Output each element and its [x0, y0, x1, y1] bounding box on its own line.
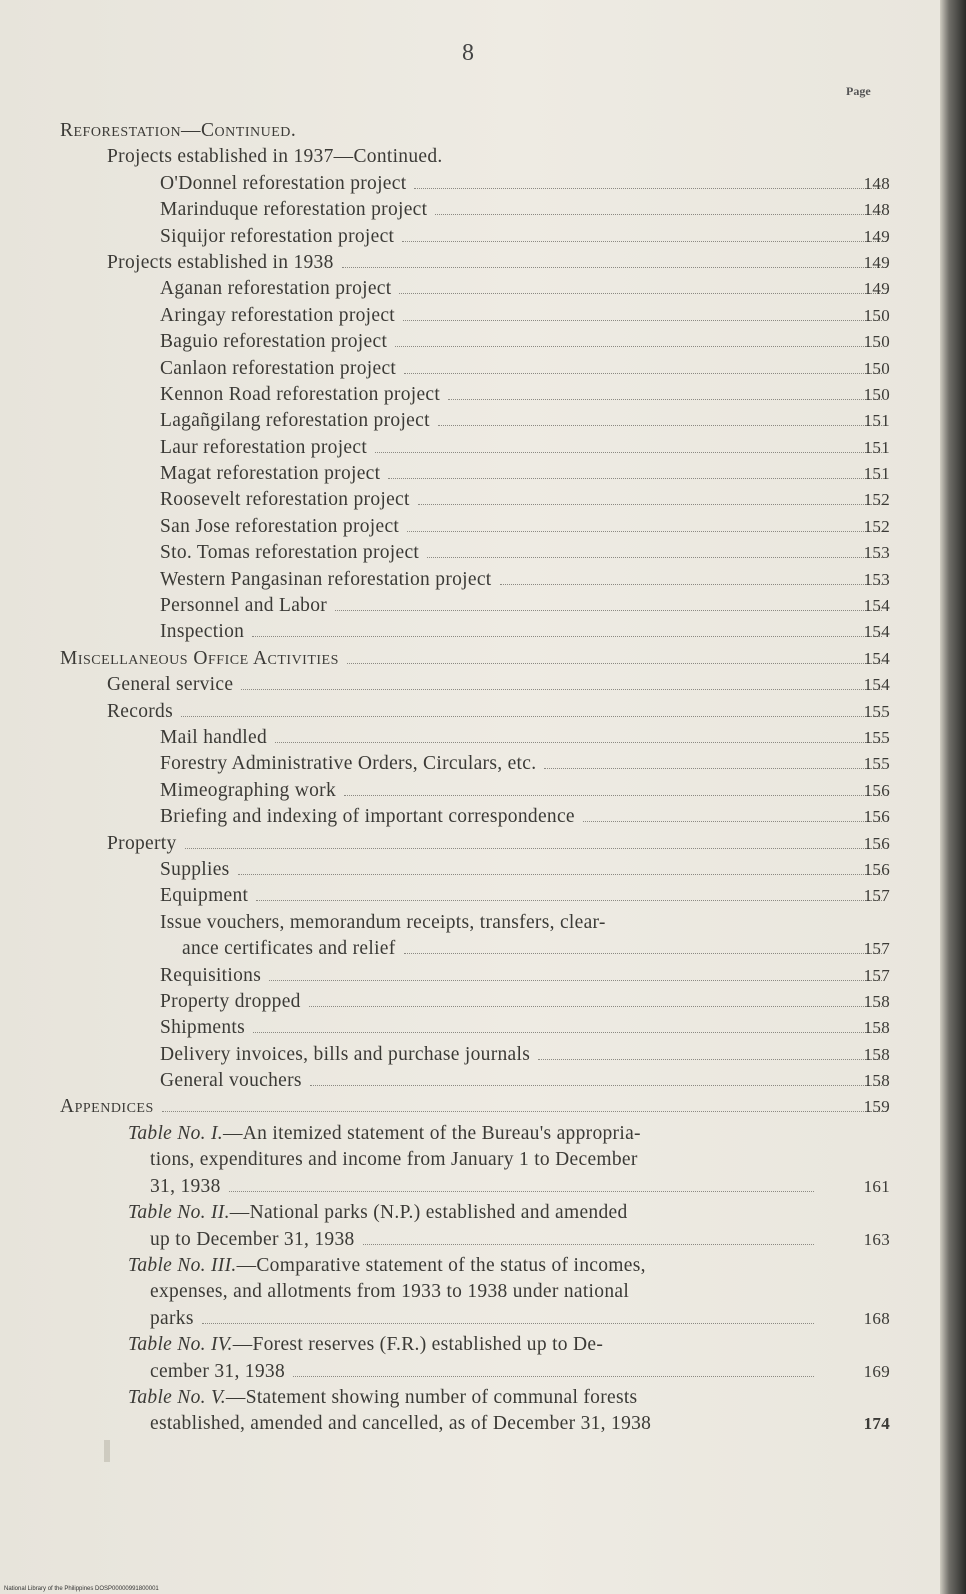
dot-leader — [407, 531, 882, 532]
toc-page-number: 154 — [863, 622, 890, 642]
toc-entry-label: Marinduque reforestation project — [160, 199, 428, 221]
toc-entry-label: Aganan reforestation project — [160, 278, 392, 300]
toc-entry — [60, 778, 890, 804]
toc-entry-line — [160, 171, 890, 197]
toc-entry-label: Miscellaneous Office Activities — [60, 647, 339, 669]
appendix-table-last-line — [150, 1359, 822, 1385]
appendix-table-last-text: up to December 31, 1938 — [150, 1228, 355, 1250]
toc-page-number: 156 — [863, 859, 890, 879]
dot-leader — [448, 399, 882, 400]
toc-entry — [60, 435, 890, 461]
toc-entry — [60, 725, 890, 751]
dot-leader — [256, 900, 882, 901]
dot-leader — [363, 1244, 814, 1245]
toc-entry-line — [107, 699, 890, 725]
toc-entry-label: Personnel and Labor — [160, 595, 328, 617]
appendix-table-continuation — [128, 1359, 822, 1385]
toc-entry — [60, 963, 890, 989]
toc-page-number: 151 — [863, 464, 890, 484]
toc-page-number: 148 — [863, 200, 890, 220]
toc-entry-line — [60, 646, 890, 672]
page-mark — [104, 1440, 110, 1462]
toc-entry-label: Reforestation—Continued. — [60, 120, 297, 141]
toc-entry-line — [160, 883, 890, 909]
toc-entry-line — [160, 408, 890, 434]
toc-entry-label: Laur reforestation project — [160, 436, 368, 458]
toc-entry-line — [160, 804, 890, 830]
appendix-table-number: Table No. IV. — [128, 1334, 233, 1356]
toc-entry-line — [160, 224, 890, 250]
toc-entry-line — [160, 778, 890, 804]
dot-leader — [344, 795, 882, 796]
toc-entry-label: Supplies — [160, 858, 230, 880]
dot-leader — [293, 1376, 814, 1377]
dot-leader — [404, 953, 882, 954]
appendix-table-description: —An itemized statement of the Bureau's appropria- — [222, 1122, 641, 1144]
toc-entry-line — [160, 540, 890, 566]
toc-page-number: 157 — [863, 939, 890, 959]
appendix-table-entry — [60, 1121, 890, 1200]
toc-entry-label: Roosevelt reforestation project — [160, 489, 410, 511]
toc-page-number: 155 — [863, 727, 890, 747]
dot-leader — [342, 267, 882, 268]
appendix-table-last-line — [150, 1227, 822, 1253]
toc-entry — [60, 118, 890, 144]
toc-entry-label: O'Donnel reforestation project — [160, 172, 407, 194]
toc-page-number: 159 — [863, 1097, 890, 1117]
dot-leader — [435, 214, 882, 215]
toc-entry-label: Requisitions — [160, 964, 262, 986]
toc-entry-label: Appendices — [60, 1096, 154, 1118]
toc-entry-label: San Jose reforestation project — [160, 515, 400, 537]
appendix-table-last-line — [150, 1306, 822, 1332]
toc-page-number: 155 — [863, 754, 890, 774]
dot-leader — [310, 1085, 882, 1086]
toc-entry-line — [160, 487, 890, 513]
toc-entry-line — [160, 567, 890, 593]
toc-entry-line — [160, 303, 890, 329]
toc-entry-label: Shipments — [160, 1017, 246, 1039]
toc-entry — [60, 197, 890, 223]
appendix-table-continuation — [128, 1279, 822, 1332]
toc-page-number: 158 — [863, 1018, 890, 1038]
toc-entry — [60, 408, 890, 434]
toc-page-number: 149 — [863, 279, 890, 299]
toc-page-number: 161 — [863, 1176, 890, 1196]
toc-entry-label-line1: Issue vouchers, memorandum receipts, transfers, clear- — [160, 911, 606, 933]
toc-entry — [60, 461, 890, 487]
toc-page-number: 158 — [863, 1044, 890, 1064]
toc-entry-line — [107, 250, 890, 276]
toc-entry-line — [107, 831, 890, 857]
toc-entry — [60, 593, 890, 619]
dot-leader — [388, 478, 882, 479]
appendix-table-continuation — [128, 1227, 822, 1253]
dot-leader — [427, 557, 882, 558]
toc-page-number: 150 — [863, 358, 890, 378]
toc-entry — [60, 567, 890, 593]
toc-entry-issue-vouchers — [60, 910, 890, 963]
dot-leader — [309, 1006, 882, 1007]
toc-page-number: 154 — [863, 596, 890, 616]
dot-leader — [500, 584, 882, 585]
toc-entry-label: Canlaon reforestation project — [160, 357, 397, 379]
toc-page-number: 153 — [863, 543, 890, 563]
toc-entry-label: Equipment — [160, 885, 249, 907]
dot-leader — [253, 1032, 882, 1033]
appendix-table-number: Table No. III. — [128, 1254, 237, 1276]
toc-entry — [60, 804, 890, 830]
dot-leader — [403, 320, 882, 321]
appendix-table-last-text: cember 31, 1938 — [150, 1360, 286, 1382]
dot-leader — [347, 663, 882, 664]
dot-leader — [202, 1323, 814, 1324]
appendix-table-last-text: 31, 1938 — [150, 1175, 221, 1197]
toc-entry-label: Mimeographing work — [160, 779, 336, 801]
appendix-table-line2: expenses, and allotments from 1933 to 1938 under national — [150, 1281, 630, 1303]
toc-entry-line — [160, 461, 890, 487]
toc-page-number: 150 — [863, 332, 890, 352]
toc-entry-line — [107, 672, 890, 698]
dot-leader — [583, 821, 882, 822]
toc-entry-line — [160, 435, 890, 461]
book-binding-edge — [940, 0, 966, 1594]
appendix-table-first-line — [128, 1332, 822, 1358]
toc-entry-line — [160, 1068, 890, 1094]
toc-entry-line — [160, 356, 890, 382]
appendix-table-number: Table No. I. — [128, 1122, 223, 1144]
toc-entry-label: General service — [107, 674, 234, 696]
toc-entry-label: Projects established in 1938 — [107, 251, 334, 273]
toc-entry-line — [160, 725, 890, 751]
toc-page-number: 150 — [863, 305, 890, 325]
appendix-table-first-line — [128, 1121, 822, 1147]
toc-page-number: 157 — [863, 886, 890, 906]
toc-page-number: 174 — [863, 1414, 890, 1434]
toc-entry-line — [160, 963, 890, 989]
appendix-table-entry — [60, 1253, 890, 1332]
toc-page-number: 158 — [863, 1071, 890, 1091]
toc-entry-label: Lagañgilang reforestation project — [160, 410, 430, 432]
toc-entry-label: Forestry Administrative Orders, Circulars, etc. — [160, 753, 537, 775]
appendix-table-line2: tions, expenditures and income from January 1 to December — [150, 1149, 638, 1171]
toc-entry-line — [160, 989, 890, 1015]
dot-leader — [275, 742, 882, 743]
toc-entry-label: Property dropped — [160, 990, 301, 1012]
toc-entry-label: Kennon Road reforestation project — [160, 383, 441, 405]
toc-page-number: 150 — [863, 384, 890, 404]
toc-page-number: 152 — [863, 516, 890, 536]
toc-entry — [60, 1094, 890, 1120]
toc-entry-label: Siquijor reforestation project — [160, 225, 395, 247]
toc-entry-line — [160, 751, 890, 777]
toc-entry — [60, 857, 890, 883]
toc-page-number: 151 — [863, 437, 890, 457]
toc-entry-line — [160, 593, 890, 619]
toc-entry — [60, 144, 890, 170]
toc-entry — [60, 619, 890, 645]
dot-leader — [404, 373, 882, 374]
toc-entry-label: Inspection — [160, 621, 245, 643]
toc-entry — [60, 646, 890, 672]
appendix-table-last-line — [150, 1174, 822, 1200]
toc-page-number: 156 — [863, 807, 890, 827]
page-column-header: Page — [846, 84, 871, 98]
toc-page-number: 149 — [863, 226, 890, 246]
appendix-table-continuation — [128, 1147, 822, 1200]
toc-page-number: 154 — [863, 675, 890, 695]
dot-leader — [399, 293, 882, 294]
dot-leader — [241, 689, 882, 690]
toc-entry-label: Baguio reforestation project — [160, 331, 388, 353]
dot-leader — [438, 425, 882, 426]
toc-entry-label: Projects established in 1937—Continued. — [107, 146, 443, 168]
toc-entry-label-line2: ance certificates and relief — [182, 938, 396, 960]
toc-page-number: 156 — [863, 833, 890, 853]
toc-entry-line — [160, 936, 890, 962]
toc-entry-line — [160, 1015, 890, 1041]
toc-page-number: 169 — [863, 1361, 890, 1381]
toc-entry-label: General vouchers — [160, 1070, 302, 1092]
toc-entry — [60, 699, 890, 725]
appendix-table-entry — [60, 1332, 890, 1385]
toc-page-number: 155 — [863, 701, 890, 721]
toc-page-number: 153 — [863, 569, 890, 589]
dot-leader — [335, 610, 882, 611]
toc-entry — [60, 171, 890, 197]
toc-entry — [60, 751, 890, 777]
toc-entry-line — [160, 329, 890, 355]
dot-leader — [538, 1059, 882, 1060]
toc-page-number: 158 — [863, 991, 890, 1011]
appendix-table-first-line — [128, 1200, 822, 1226]
dot-leader — [181, 716, 882, 717]
toc-entry-label: Magat reforestation project — [160, 463, 381, 485]
toc-entry-label: Western Pangasinan reforestation project — [160, 568, 492, 590]
appendix-table-number: Table No. II. — [128, 1202, 230, 1224]
toc-entry — [60, 487, 890, 513]
appendix-table-last-text: parks — [150, 1307, 194, 1329]
toc-page-number: 154 — [863, 648, 890, 668]
toc-entry-label: Sto. Tomas reforestation project — [160, 542, 420, 564]
toc-page-number: 149 — [863, 252, 890, 272]
appendix-table-number: Table No. V. — [128, 1386, 226, 1408]
dot-leader — [269, 980, 882, 981]
toc-entry-line — [107, 144, 890, 170]
toc-entry — [60, 989, 890, 1015]
appendix-table-entry — [60, 1200, 890, 1253]
toc-entry — [60, 831, 890, 857]
toc-entry — [60, 329, 890, 355]
toc-entry-label: Delivery invoices, bills and purchase journals — [160, 1043, 531, 1065]
scan-source-tag: National Library of the Philippines DOSP00000991800001 — [4, 1586, 159, 1592]
dot-leader — [544, 768, 882, 769]
page-number: 8 — [462, 40, 474, 66]
toc-entry-line — [160, 197, 890, 223]
toc-entry — [60, 883, 890, 909]
toc-entry-line — [60, 1094, 890, 1120]
toc-entry — [60, 514, 890, 540]
appendix-table-entry — [60, 1385, 890, 1438]
appendix-table-first-line — [128, 1253, 822, 1279]
appendix-table-last-text: established, amended and cancelled, as of December 31, 1938 — [150, 1413, 652, 1435]
dot-leader — [162, 1111, 882, 1112]
toc-page-number: 152 — [863, 490, 890, 510]
dot-leader — [252, 636, 882, 637]
dot-leader — [395, 346, 882, 347]
appendix-table-description: —Comparative statement of the status of incomes, — [236, 1254, 646, 1276]
toc-entry — [60, 303, 890, 329]
toc-entry-line — [60, 118, 890, 144]
toc-entry-line — [160, 514, 890, 540]
toc-entry-label: Mail handled — [160, 726, 268, 748]
toc-entry-label: Briefing and indexing of important correspondence — [160, 806, 575, 828]
dot-leader — [238, 874, 882, 875]
toc-entry-line — [160, 857, 890, 883]
appendix-table-first-line — [128, 1385, 822, 1411]
dot-leader — [229, 1191, 814, 1192]
appendix-table-description: —Forest reserves (F.R.) established up to De- — [232, 1334, 604, 1356]
toc-entry — [60, 356, 890, 382]
toc-page-number: 157 — [863, 965, 890, 985]
toc-entry — [60, 382, 890, 408]
toc-entry-label: Aringay reforestation project — [160, 304, 396, 326]
dot-leader — [375, 452, 882, 453]
toc-entry — [60, 1042, 890, 1068]
toc-entry — [60, 224, 890, 250]
toc-page-number: 151 — [863, 411, 890, 431]
toc-entry — [60, 1068, 890, 1094]
toc-entry — [60, 672, 890, 698]
appendix-table-continuation — [128, 1411, 822, 1437]
dot-leader — [185, 848, 882, 849]
dot-leader — [402, 241, 882, 242]
appendix-table-description: —Statement showing number of communal forests — [225, 1386, 638, 1408]
toc-page-number: 168 — [863, 1308, 890, 1328]
appendix-table-description: —National parks (N.P.) established and amended — [229, 1202, 628, 1224]
toc-page-number: 156 — [863, 780, 890, 800]
dot-leader — [414, 188, 882, 189]
toc-entry-line — [160, 619, 890, 645]
toc-entry-label: Property — [107, 832, 177, 854]
toc-entry — [60, 276, 890, 302]
toc-page-number: 163 — [863, 1229, 890, 1249]
appendix-table-last-line — [150, 1411, 822, 1437]
toc-entry-label: Records — [107, 700, 173, 722]
toc-entry — [60, 540, 890, 566]
table-of-contents — [60, 118, 890, 1438]
toc-entry-line — [160, 382, 890, 408]
toc-entry-line — [160, 276, 890, 302]
dot-leader — [418, 504, 882, 505]
toc-entry-line — [160, 1042, 890, 1068]
toc-entry — [60, 250, 890, 276]
toc-page-number: 148 — [863, 173, 890, 193]
toc-entry — [60, 1015, 890, 1041]
